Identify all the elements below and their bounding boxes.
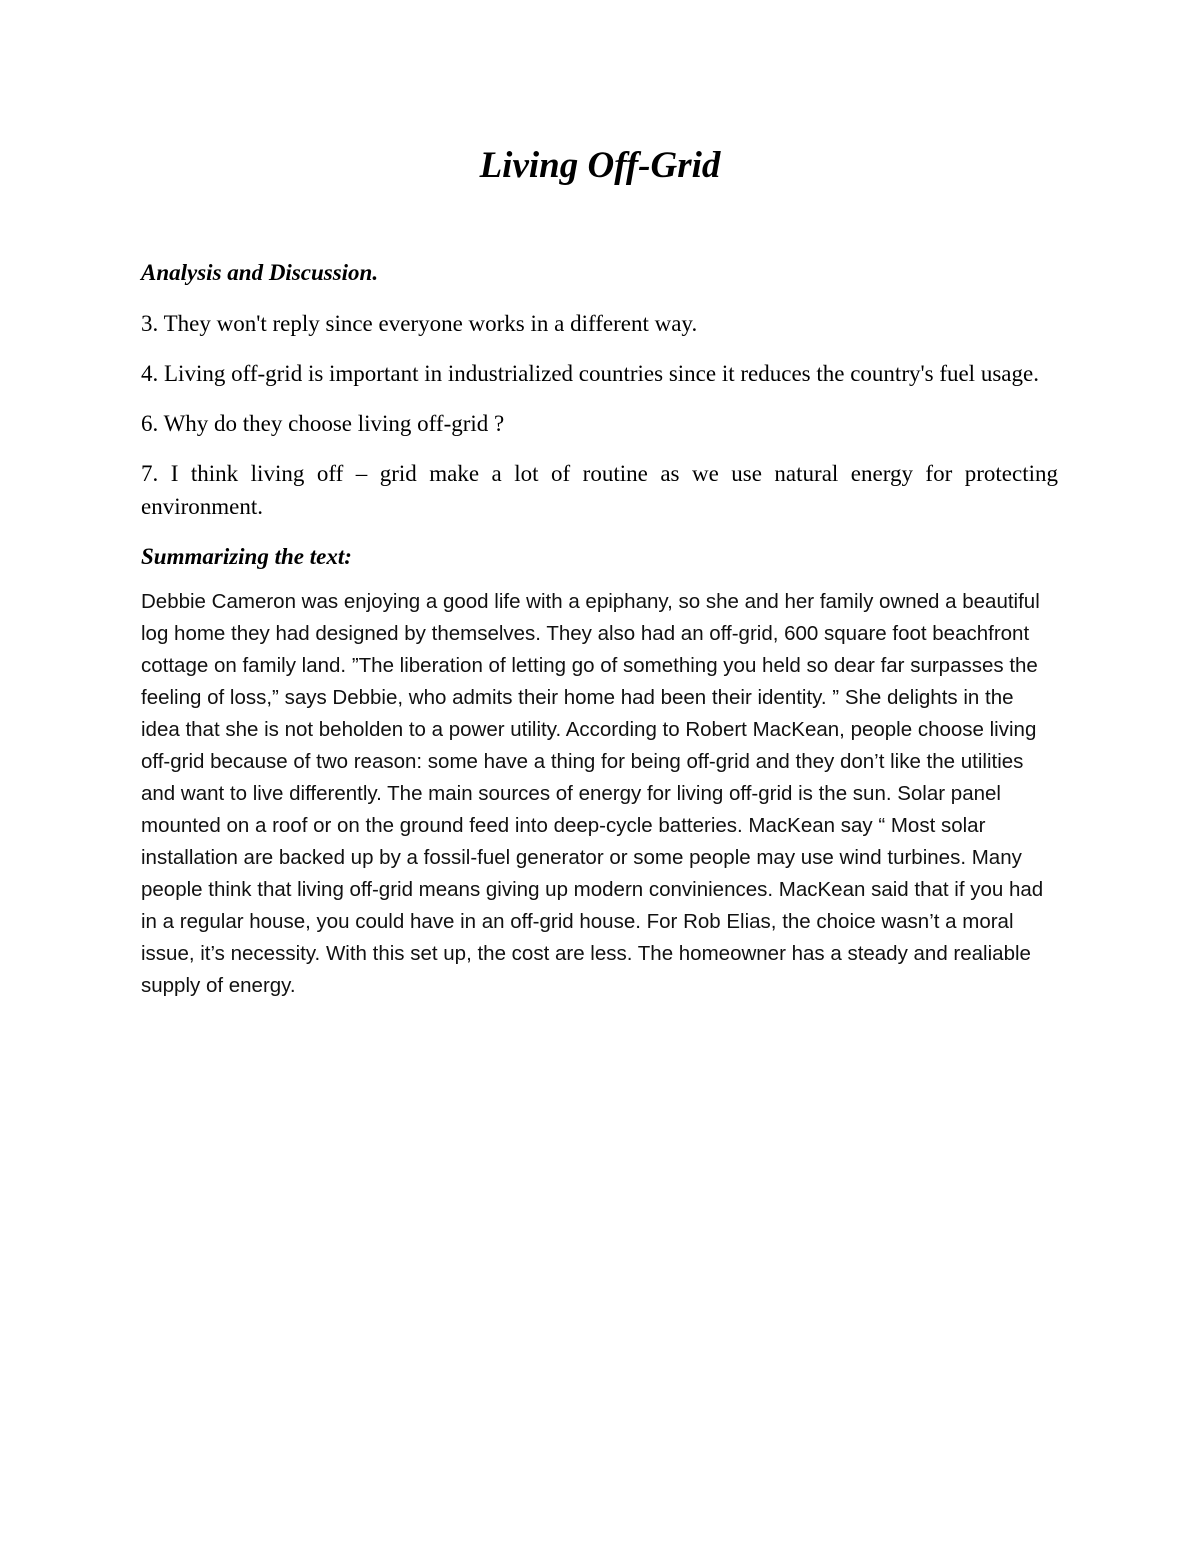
- document-title: Living Off-Grid: [479, 145, 721, 186]
- analysis-heading: Analysis and Discussion.: [141, 260, 379, 285]
- answer-item: 3. They won't reply since everyone works in a different way.: [141, 311, 698, 336]
- summary-paragraph: Debbie Cameron was enjoying a good life with a epiphany, so she and her family owned a beautiful log home they had designed by themselves. They also had an off-grid, 600 square foot beachfront cottage on family land. ”The liberation of letting go of something you held so dear far surpasses the feeling of loss,” says Debbie, who admits their home had been their identity. ” She delights in the idea that she is not beholden to a power utility. According to Robert MacKean, people choose living off-grid because of two reason: some have a thing for being off-grid and they don’t like the utilities and want to live differently. The main sources of energy for living off-grid is the sun. Solar panel mounted on a roof or on the ground feed into deep-cycle batteries. MacKean say “ Most solar installation are backed up by a fossil-fuel generator or some people may use wind turbines. Many people think that living off-grid means giving up modern conviniences. MacKean said that if you had in a regular house, you could have in an off-grid house. For Rob Elias, the choice wasn’t a moral issue, it’s necessity. With this set up, the cost are less. The homeowner has a steady and realiable supply of energy.: [141, 590, 1044, 997]
- answer-item: 7. I think living off – grid make a lot of routine as we use natural energy for protecting environment.: [141, 461, 1058, 519]
- answer-item: 4. Living off-grid is important in industrialized countries since it reduces the country's fuel usage.: [141, 361, 1039, 386]
- summary-heading: Summarizing the text:: [141, 544, 352, 569]
- document-body: [141, 256, 1058, 1002]
- answer-item: 6. Why do they choose living off-grid ?: [141, 411, 505, 436]
